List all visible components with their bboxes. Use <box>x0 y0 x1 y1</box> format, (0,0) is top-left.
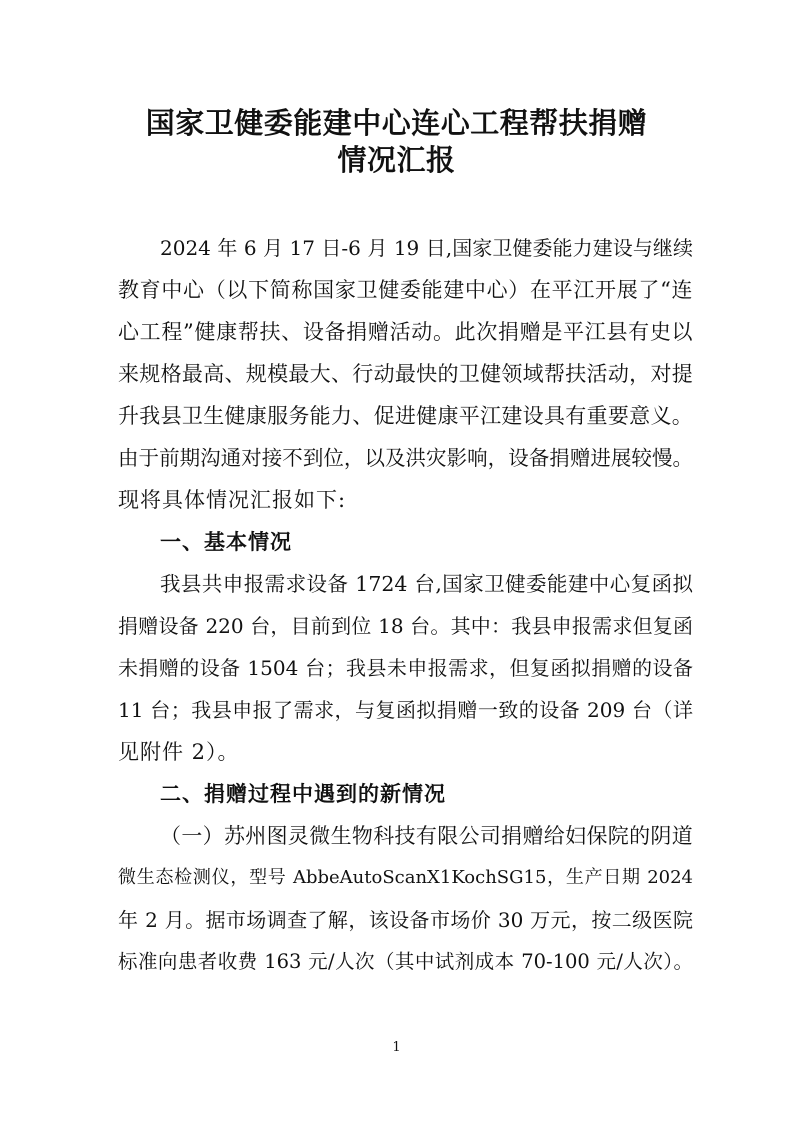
paragraph-2-line-3: 未捐赠的设备 1504 台；我县未申报需求，但复函拟捐赠的设备 <box>118 656 693 680</box>
document-title-line-1: 国家卫健委能建中心连心工程帮扶捐赠 <box>145 106 648 140</box>
paragraph-2-line-5: 见附件 2）。 <box>118 740 240 764</box>
paragraph-2-line-4: 11 台；我县申报了需求，与复函拟捐赠一致的设备 209 台（详 <box>118 698 693 722</box>
paragraph-1-line-1: 2024 年 6 月 17 日-6 月 19 日,国家卫健委能力建设与继续 <box>160 236 693 260</box>
document-title-line-2: 情况汇报 <box>337 143 456 177</box>
section-heading-basic-situation: 一、基本情况 <box>160 530 292 554</box>
paragraph-1-line-5: 升我县卫生健康服务能力、促进健康平江建设具有重要意义。 <box>118 404 693 428</box>
paragraph-3-line-3: 年 2 月。据市场调查了解，该设备市场价 30 万元，按二级医院 <box>118 908 693 932</box>
paragraph-2-line-2: 捐赠设备 220 台，目前到位 18 台。其中：我县申报需求但复函 <box>118 614 693 638</box>
paragraph-3-line-4: 标准向患者收费 163 元/人次（其中试剂成本 70-100 元/人次）。 <box>118 950 693 973</box>
paragraph-2-line-1: 我县共申报需求设备 1724 台,国家卫健委能建中心复函拟 <box>160 572 693 596</box>
paragraph-3-line-1: （一）苏州图灵微生物科技有限公司捐赠给妇保院的阴道 <box>160 824 693 848</box>
paragraph-1-line-4: 来规格最高、规模最大、行动最快的卫健领域帮扶活动，对提 <box>118 362 693 386</box>
section-heading-new-situations: 二、捐赠过程中遇到的新情况 <box>160 782 446 806</box>
page-number: 1 <box>392 1040 401 1055</box>
paragraph-1-line-6: 由于前期沟通对接不到位，以及洪灾影响，设备捐赠进展较慢。 <box>118 446 693 470</box>
paragraph-1-line-7: 现将具体情况汇报如下: <box>118 488 347 512</box>
paragraph-1-line-3: 心工程”健康帮扶、设备捐赠活动。此次捐赠是平江县有史以 <box>118 320 693 344</box>
paragraph-1-line-2: 教育中心（以下简称国家卫健委能建中心）在平江开展了“连 <box>118 278 693 302</box>
paragraph-3-line-2: 微生态检测仪，型号 AbbeAutoScanX1KochSG15，生产日期 2024 <box>118 867 693 888</box>
